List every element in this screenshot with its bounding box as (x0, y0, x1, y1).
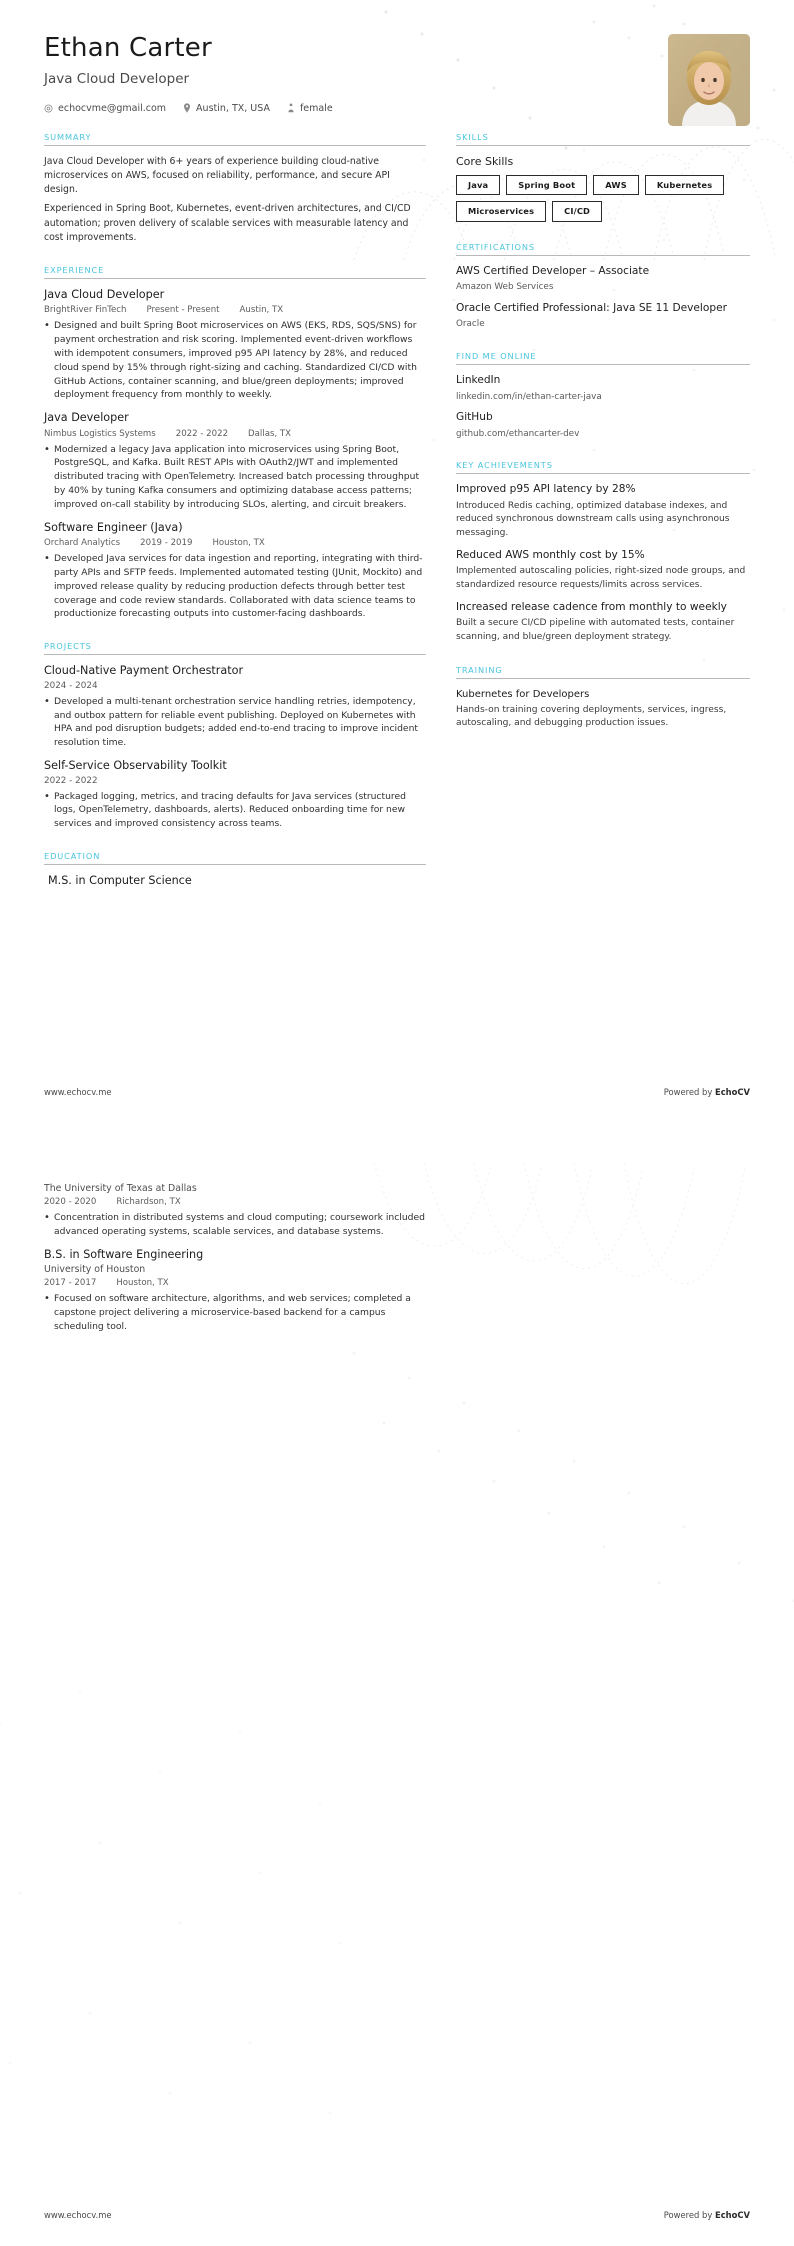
certification-issuer: Amazon Web Services (456, 282, 554, 293)
online-profile-url[interactable]: linkedin.com/in/ethan-carter-java (456, 391, 602, 402)
section-rule (456, 255, 750, 256)
experience-title: Java Cloud Developer (44, 287, 165, 301)
section-title-experience: EXPERIENCE (44, 264, 105, 275)
section-title-find-me-online: FIND ME ONLINE (456, 350, 537, 361)
experience-location: Houston, TX (212, 538, 265, 549)
footer-site[interactable]: www.echocv.me (44, 1087, 112, 1097)
section-title-skills: SKILLS (456, 132, 489, 142)
project-title: Self-Service Observability Toolkit (44, 758, 227, 772)
online-profile-entry (456, 374, 750, 403)
experience-entry (44, 411, 426, 512)
content-columns (0, 118, 794, 888)
skill-chip: Spring Boot (506, 175, 587, 195)
section-rule (456, 364, 750, 365)
experience-bullets (44, 443, 426, 512)
section-education (44, 851, 426, 889)
education-school: The University of Texas at Dallas (44, 1183, 197, 1194)
footer-brand-name: EchoCV (714, 1087, 750, 1097)
avatar-image (668, 34, 750, 126)
content-columns-page2 (0, 1123, 794, 1337)
online-profile-entry (456, 411, 750, 440)
experience-meta (44, 305, 426, 315)
online-profile-label: LinkedIn (456, 373, 501, 386)
project-title: Cloud-Native Payment Orchestrator (44, 664, 244, 678)
section-skills (456, 132, 750, 222)
section-certifications (456, 242, 750, 331)
summary-paragraph-1: Java Cloud Developer with 6+ years of experience building cloud-native microservices on AWS, focused on reliability, performance, and secure API design. (44, 156, 390, 196)
certification-entry (456, 265, 750, 294)
list-item: • Packaged logging, metrics, and tracing defaults for Java services (structured logs, OpenTelemetry, dashboards, alerts). Reduced onboarding time for new services and improved consistency across teams. (44, 790, 426, 831)
section-projects (44, 641, 426, 831)
education-dates: 2020 - 2020 (44, 1197, 97, 1207)
skills-group-title: Core Skills (456, 155, 514, 168)
experience-entry (44, 288, 426, 402)
education-dates: 2017 - 2017 (44, 1278, 97, 1289)
right-column (456, 118, 750, 888)
achievement-entry (456, 483, 750, 541)
skill-chip: Java (456, 175, 500, 195)
page-title: Ethan Carter (44, 33, 212, 63)
contact-gender-text: female (299, 102, 333, 114)
footer-brand-name: EchoCV (714, 2210, 750, 2220)
experience-bullets (44, 319, 426, 402)
training-title: Kubernetes for Developers (456, 688, 590, 700)
project-dates: 2022 - 2022 (44, 775, 98, 786)
project-entry (44, 664, 426, 750)
skill-chip: Microservices (456, 201, 546, 221)
section-title-training: TRAINING (456, 664, 503, 675)
list-item: • Focused on software architecture, algorithms, and web services; completed a capstone project delivering a microservice-based backend for a campus scheduling tool. (44, 1292, 426, 1333)
list-item: • Concentration in distributed systems and cloud computing; coursework included advanced operating systems, scalable services, and database systems. (44, 1211, 426, 1239)
contact-location-text: Austin, TX, USA (196, 102, 270, 114)
education-location: Houston, TX (116, 1278, 169, 1289)
section-rule (44, 278, 426, 279)
education-entry-partial (44, 874, 426, 889)
education-bullets (44, 1211, 426, 1239)
section-title-key-achievements: KEY ACHIEVEMENTS (456, 459, 553, 470)
project-entry (44, 759, 426, 831)
contact-row (44, 103, 750, 114)
section-summary (44, 132, 426, 245)
experience-title: Software Engineer (Java) (44, 520, 183, 534)
experience-org: BrightRiver FinTech (44, 305, 127, 316)
footer-powered-prefix: Powered by (663, 2210, 715, 2220)
achievement-description: Introduced Redis caching, optimized database indexes, and reduced synchronous downstream calls using asynchronous messaging. (456, 500, 730, 538)
experience-title: Java Developer (44, 411, 129, 425)
experience-org: Nimbus Logistics Systems (44, 428, 156, 439)
contact-email (44, 103, 166, 114)
experience-bullets (44, 552, 426, 621)
project-bullets (44, 790, 426, 831)
section-rule (44, 864, 426, 865)
achievement-description: Built a secure CI/CD pipeline with automated tests, container scanning, and blue/green deployment strategy. (456, 618, 735, 643)
section-title-summary: SUMMARY (44, 132, 92, 142)
section-key-achievements (456, 460, 750, 645)
section-rule (456, 678, 750, 679)
experience-dates: 2019 - 2019 (140, 538, 193, 549)
footer-site[interactable]: www.echocv.me (44, 2210, 112, 2220)
achievement-title: Reduced AWS monthly cost by 15% (456, 548, 645, 561)
education-meta (44, 1197, 426, 1207)
right-column-page2 (456, 1181, 750, 1337)
resume-page-2 (0, 1123, 794, 2246)
education-school: University of Houston (44, 1264, 146, 1276)
experience-meta (44, 429, 426, 439)
experience-dates: Present - Present (146, 305, 220, 316)
person-icon (287, 103, 295, 113)
section-training (456, 665, 750, 731)
online-profile-url[interactable]: github.com/ethancarter-dev (456, 428, 580, 439)
achievement-title: Improved p95 API latency by 28% (456, 482, 636, 495)
contact-gender (287, 103, 333, 114)
achievement-description: Implemented autoscaling policies, right-sized node groups, and standardized resource requests/limits across services. (456, 566, 746, 590)
section-find-me-online (456, 351, 750, 440)
education-degree: B.S. in Software Engineering (44, 1247, 204, 1261)
experience-location: Austin, TX (239, 305, 284, 316)
section-rule (44, 145, 426, 146)
map-pin-icon (183, 103, 191, 113)
certification-title: Oracle Certified Professional: Java SE 11 Developer (456, 301, 727, 314)
online-profile-label: GitHub (456, 410, 493, 423)
section-title-projects: PROJECTS (44, 641, 92, 652)
project-dates: 2024 - 2024 (44, 680, 98, 691)
job-title: Java Cloud Developer (44, 70, 190, 87)
education-entry (44, 1183, 426, 1239)
left-column-page2 (44, 1181, 426, 1337)
contact-email-text: echocvme@gmail.com (58, 102, 167, 114)
education-bullets (44, 1292, 426, 1333)
certification-issuer: Oracle (456, 319, 485, 330)
education-entry (44, 1248, 426, 1334)
experience-entry (44, 521, 426, 622)
summary-paragraph-2: Experienced in Spring Boot, Kubernetes, event-driven architectures, and CI/CD automation; proven delivery of scalable services with measurable latency and cost improvements. (44, 203, 411, 243)
education-degree: M.S. in Computer Science (48, 873, 192, 887)
achievement-entry (456, 549, 750, 593)
resume-header (0, 0, 794, 118)
training-entry (456, 688, 750, 731)
training-description: Hands-on training covering deployments, services, ingress, autoscaling, and debugging production issues. (456, 704, 727, 729)
section-rule (44, 654, 426, 655)
contact-location (183, 103, 270, 114)
skill-chip: AWS (593, 175, 639, 195)
experience-dates: 2022 - 2022 (175, 428, 229, 439)
experience-org: Orchard Analytics (44, 538, 121, 549)
footer-brand (664, 2210, 750, 2220)
achievement-entry (456, 601, 750, 645)
achievement-title: Increased release cadence from monthly to weekly (456, 600, 727, 613)
certification-entry (456, 302, 750, 331)
education-meta (44, 1278, 426, 1288)
experience-meta (44, 538, 426, 548)
list-item: • Modernized a legacy Java application into microservices using Spring Boot, PostgreSQL, and Kafka. Built REST APIs with OAuth2/JWT and implemented distributed tracing with OpenTelemetry. Increased batch processing throughput by 40% by tuning Kafka consumers and optimizing database access patterns; improved on-call stability by introducing SLOs, alerting, and circuit breakers. (44, 443, 426, 512)
list-item: • Developed Java services for data ingestion and reporting, integrating with third-party APIs and SFTP feeds. Implemented automated testing (JUnit, Mockito) and improved release quality by reducing production defects through better test coverage and code review standards. Collaborated with data science teams to productionize forecasting outputs into customer-facing dashboards. (44, 552, 426, 621)
section-experience (44, 265, 426, 621)
certification-title: AWS Certified Developer – Associate (456, 264, 650, 277)
page-footer (44, 1087, 750, 1097)
section-title-education: EDUCATION (44, 850, 101, 861)
list-item: • Designed and built Spring Boot microservices on AWS (EKS, RDS, SQS/SNS) for payment orchestration and risk scoring. Implemented event-driven workflows with idempotent consumers, improved p95 API latency by 28%, and reduced cloud spend by 15% through right-sizing and caching. Standardized CI/CD with GitHub Actions, container scanning, and blue/green deployments; improved deployment frequency from monthly to weekly. (44, 319, 426, 402)
skill-chip: CI/CD (552, 201, 602, 221)
decorative-dot-field-page2 (0, 1643, 400, 2163)
section-rule (456, 145, 750, 146)
experience-location: Dallas, TX (248, 428, 292, 439)
avatar (668, 34, 750, 126)
list-item: • Developed a multi-tenant orchestration service handling retries, idempotency, and outbox pattern for reliable event publishing. Deployed on Kubernetes with HPA and pod disruption budgets; added end-to-end tracing to improve incident resolution time. (44, 695, 426, 750)
footer-brand (664, 1087, 750, 1097)
footer-powered-prefix: Powered by (663, 1087, 715, 1097)
skill-chip: Kubernetes (645, 175, 724, 195)
section-title-certifications: CERTIFICATIONS (456, 241, 535, 252)
project-bullets (44, 695, 426, 750)
section-rule (456, 473, 750, 474)
skills-chip-list (456, 175, 750, 222)
page-footer (44, 2210, 750, 2220)
at-icon (44, 104, 53, 113)
education-location: Richardson, TX (116, 1197, 181, 1207)
left-column (44, 118, 426, 888)
